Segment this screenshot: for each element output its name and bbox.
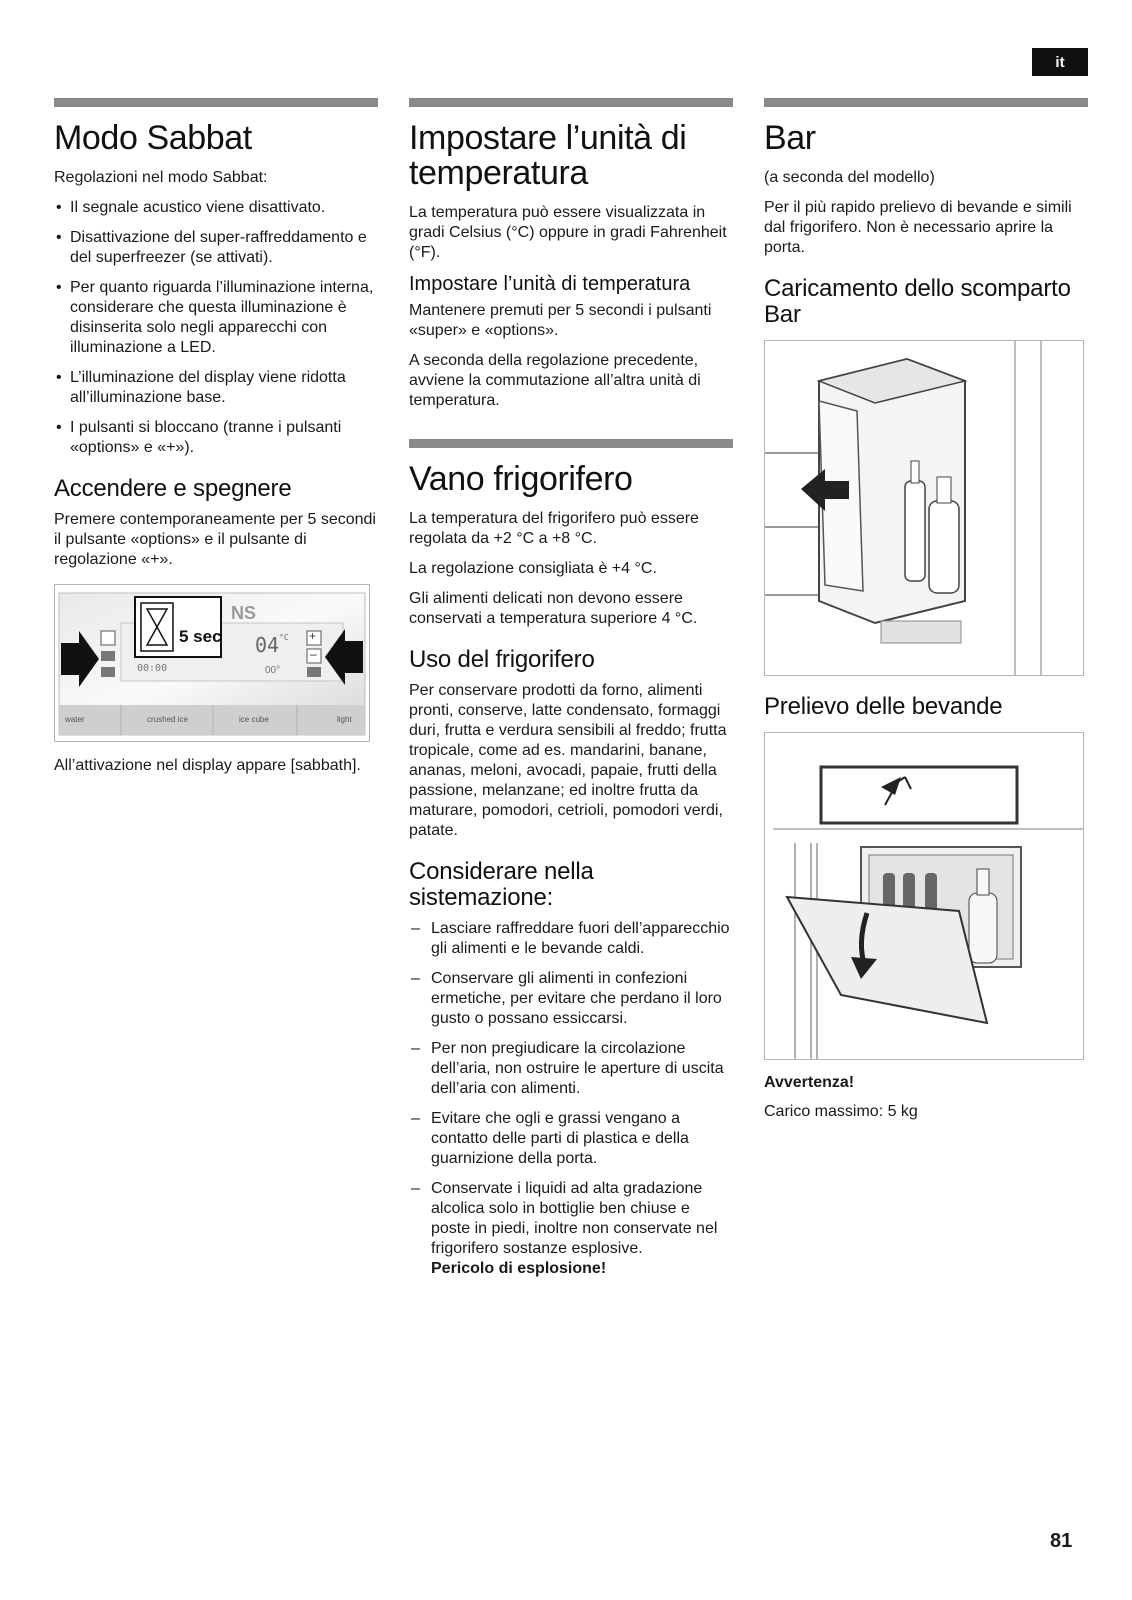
section-rule [409, 98, 733, 107]
bar-taking-drawing [765, 733, 1083, 1059]
subsection-title-considerare: Considerare nella sistemazione: [409, 858, 594, 911]
control-panel-drawing [55, 585, 369, 741]
list-item [409, 1179, 733, 1279]
dash-list [409, 919, 733, 1279]
accendere-text: Premere contemporaneamente per 5 secondi il pulsante «options» e il pulsante di regolazione «+». [54, 511, 376, 568]
list-item-text: Conservate i liquidi ad alta gradazione alcolica solo in bottiglie ben chiuse e poste in piedi, inoltre non conservate nel frigorifero sostanze esplosive. [431, 1180, 718, 1257]
brand-fragment: NS [231, 603, 257, 623]
impostare-text-2: A seconda della regolazione precedente, avviene la commutazione all’altra unità di temperatura. [409, 352, 701, 409]
temperature-unit: °C [279, 633, 289, 642]
section-title-modo-sabbat: Modo Sabbat [54, 119, 252, 157]
section-title-bar: Bar [764, 119, 816, 157]
bullet-list [54, 198, 378, 458]
list-item: • Disattivazione del super-raffreddamento e del superfreezer (se attivati). [54, 228, 378, 268]
time-readout: 00:00 [137, 663, 168, 674]
panel-button-light: light [337, 715, 352, 724]
page-number: 81 [1050, 1530, 1073, 1552]
panel-button-water: water [65, 715, 85, 724]
subsection-title-uso: Uso del frigorifero [409, 646, 595, 673]
intro-text: Regolazioni nel modo Sabbat: [54, 169, 268, 186]
bar-intro: Per il più rapido prelievo di bevande e simili dal frigorifero. Non è necessario aprire la porta. [764, 199, 1072, 256]
list-item: • Per quanto riguarda l’illuminazione interna, considerare che questa illuminazione è disinserita solo negli apparecchi con illuminazione a LED. [54, 278, 378, 358]
freezer-temperature: 00° [265, 665, 281, 676]
section-rule [54, 98, 378, 107]
subsection-title-caricamento: Caricamento dello scomparto Bar [764, 275, 1071, 328]
bar-taking-illustration [764, 732, 1084, 1060]
vano-text-1: La temperatura del frigorifero può essere regolata da +2 °C a +8 °C. [409, 510, 699, 547]
column-bar [764, 98, 1088, 1132]
impostare-text-1: Mantenere premuti per 5 secondi i pulsanti «super» e «options». [409, 302, 712, 339]
temperature-readout [255, 633, 289, 657]
bar-loading-drawing [765, 341, 1083, 675]
section-rule [409, 439, 733, 448]
model-note: (a seconda del modello) [764, 169, 935, 186]
column-modo-sabbat [54, 98, 378, 786]
section-rule [764, 98, 1088, 107]
control-panel-illustration [54, 584, 370, 742]
danger-warning: Pericolo di esplosione! [431, 1260, 607, 1277]
warning-text: Carico massimo: 5 kg [764, 1103, 918, 1120]
timer-label: 5 sec [179, 627, 222, 646]
vano-text-3: Gli alimenti delicati non devono essere conservati a temperatura superiore 4 °C. [409, 590, 698, 627]
plus-button: + [309, 629, 317, 643]
column-temperatura [409, 98, 733, 1289]
uso-text: Per conservare prodotti da forno, alimenti pronti, conserve, latte condensato, formaggi duri, frutta e verdura sensibili al freddo; frutta tropicale, come ad es. mandarini, banane, ananas, meloni, avocadi, papaie, frutti della passione, melanzane; ed inoltre frutta da maturare, pomodori, cetrioli, pomodori verdi, patate. [409, 682, 727, 839]
bar-loading-illustration [764, 340, 1084, 676]
panel-button-ice-cube: ice cube [239, 715, 269, 724]
after-panel-text: All’attivazione nel display appare [sabbath]. [54, 757, 361, 774]
list-item: • L’illuminazione del display viene ridotta all’illuminazione base. [54, 368, 378, 408]
list-item: – Conservare gli alimenti in confezioni ermetiche, per evitare che perdano il loro gusto o possano essiccarsi. [409, 969, 733, 1029]
subsection-title-impostare: Impostare l’unità di temperatura [409, 273, 691, 295]
warning-label: Avvertenza! [764, 1074, 855, 1091]
list-item: – Per non pregiudicare la circolazione dell’aria, non ostruire le aperture di uscita dell’aria con alimenti. [409, 1039, 733, 1099]
vano-text-2: La regolazione consigliata è +4 °C. [409, 560, 657, 577]
panel-button-crushed-ice: crushed ice [147, 715, 188, 724]
list-item: • I pulsanti si bloccano (tranne i pulsanti «options» e «+»). [54, 418, 378, 458]
intro-text: La temperatura può essere visualizzata in gradi Celsius (°C) oppure in gradi Fahrenheit (°F). [409, 204, 727, 261]
section-title-impostare: Impostare l’unità di temperatura [409, 119, 687, 192]
list-item: – Lasciare raffreddare fuori dell’apparecchio gli alimenti e le bevande caldi. [409, 919, 733, 959]
list-item: • Il segnale acustico viene disattivato. [54, 198, 378, 218]
section-title-vano-frigorifero: Vano frigorifero [409, 460, 633, 498]
list-item: – Evitare che ogli e grassi vengano a contatto delle parti di plastica e della guarnizione della porta. [409, 1109, 733, 1169]
subsection-title-accendere: Accendere e spegnere [54, 475, 292, 502]
language-tab: it [1032, 48, 1088, 76]
minus-button: – [310, 647, 317, 661]
subsection-title-prelievo: Prelievo delle bevande [764, 693, 1003, 720]
temperature-value: 04 [255, 633, 280, 657]
